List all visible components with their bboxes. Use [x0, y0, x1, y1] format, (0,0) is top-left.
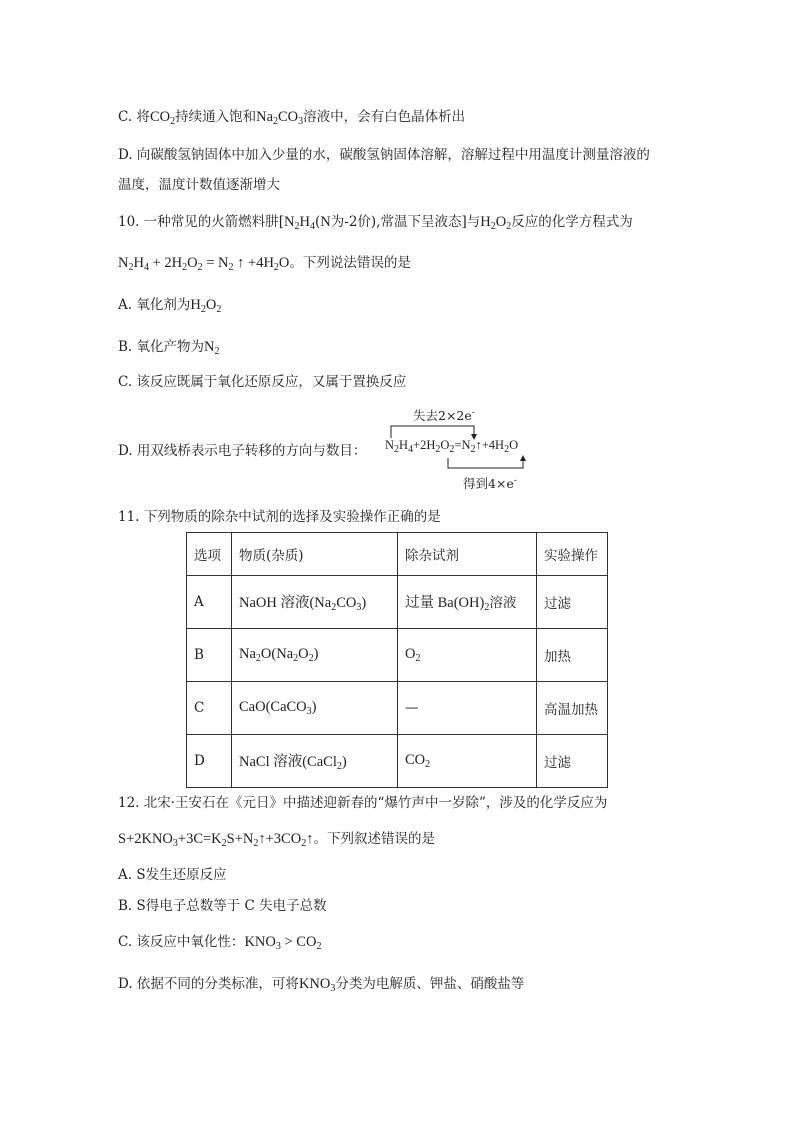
header-reagent: 除杂试剂: [398, 533, 537, 576]
q10-option-c: C. 该反应既属于氧化还原反应，又属于置换反应: [118, 374, 407, 390]
q9-option-c: C. 将$CO_2$持续通入饱和$Na_2CO_3$溶液中，会有白色晶体析出: [118, 109, 466, 127]
q12-equation: $S+2KNO_3+3C=K_2S+N_2↑+3CO_2↑$。下列叙述错误的是: [118, 831, 435, 849]
table-row: [187, 682, 608, 735]
q10-equation: $N_2H_4 + 2H_2O_2 = N_2$ ↑ $+4H_2O$。下列说法错误的是: [118, 255, 411, 273]
cell-reagent: $O_2$: [398, 629, 537, 682]
cell-operation: 过滤: [537, 735, 608, 788]
cell-operation: 加热: [537, 629, 608, 682]
cell-reagent: —: [398, 682, 537, 735]
cell-substance: CaO(CaCO$_3$): [232, 682, 398, 735]
q9-option-d-line1: D. 向碳酸氢钠固体中加入少量的水，碳酸氢钠固体溶解，溶解过程中用温度计测量溶液的: [118, 147, 650, 163]
q11-stem: 11. 下列物质的除杂中试剂的选择及实验操作正确的是: [118, 509, 441, 525]
q12-option-d: D. 依据不同的分类标准，可将$KNO_3$分类为电解质、钾盐、硝酸盐等: [118, 976, 525, 994]
cell-substance: NaCl 溶液(CaCl$_2$): [232, 735, 398, 788]
cell-reagent: $CO_2$: [398, 735, 537, 788]
table-row: [187, 629, 608, 682]
bridge-bottom-label: 得到4×e-: [463, 476, 517, 491]
bridge-top-label: 失去2×2e-: [413, 408, 475, 423]
cell-operation: 过滤: [537, 576, 608, 629]
header-substance: 物质(杂质): [232, 533, 398, 576]
header-option: 选项: [187, 533, 232, 576]
table-row: [187, 576, 608, 629]
cell-option: C: [187, 682, 232, 735]
q12-option-a: A. S发生还原反应: [118, 867, 227, 883]
table-header-row: [187, 533, 608, 576]
cell-operation: 高温加热: [537, 682, 608, 735]
q12-option-c: C. 该反应中氧化性：$KNO_3 > CO_2$: [118, 934, 322, 952]
table-row: [187, 735, 608, 788]
cell-option: B: [187, 629, 232, 682]
q11-table: [186, 532, 608, 788]
q12-option-b: B. S得电子总数等于 C 失电子总数: [118, 898, 327, 914]
q12-stem: 12. 北宋·王安石在《元日》中描述迎新春的“爆竹声中一岁除”，涉及的化学反应为: [118, 795, 608, 811]
header-operation: 实验操作: [537, 533, 608, 576]
cell-substance: $Na_2O(Na_2O_2)$: [232, 629, 398, 682]
cell-reagent: 过量 $Ba(OH)_2$溶液: [398, 576, 537, 629]
q10-stem: 10. 一种常见的火箭燃料肼[$N_2H_4(N$为-2价),常温下呈液态]与$H_2O_2$反应的化学方程式为: [118, 214, 633, 232]
q10-option-b: B. 氧化产物为$N_2$: [118, 339, 220, 357]
cell-option: A: [187, 576, 232, 629]
cell-substance: NaOH 溶液$(Na_2CO_3)$: [232, 576, 398, 629]
cell-option: D: [187, 735, 232, 788]
q10-option-a: A. 氧化剂为$H_2O_2$: [118, 297, 222, 315]
q9-option-d-line2: 温度，温度计数值逐渐增大: [118, 177, 280, 193]
bridge-equation: $N_2H_4+2H_2O_2=N_2↑+4H_2O$: [385, 438, 519, 455]
q10-option-d: D. 用双线桥表示电子转移的方向与数目：: [118, 443, 367, 459]
